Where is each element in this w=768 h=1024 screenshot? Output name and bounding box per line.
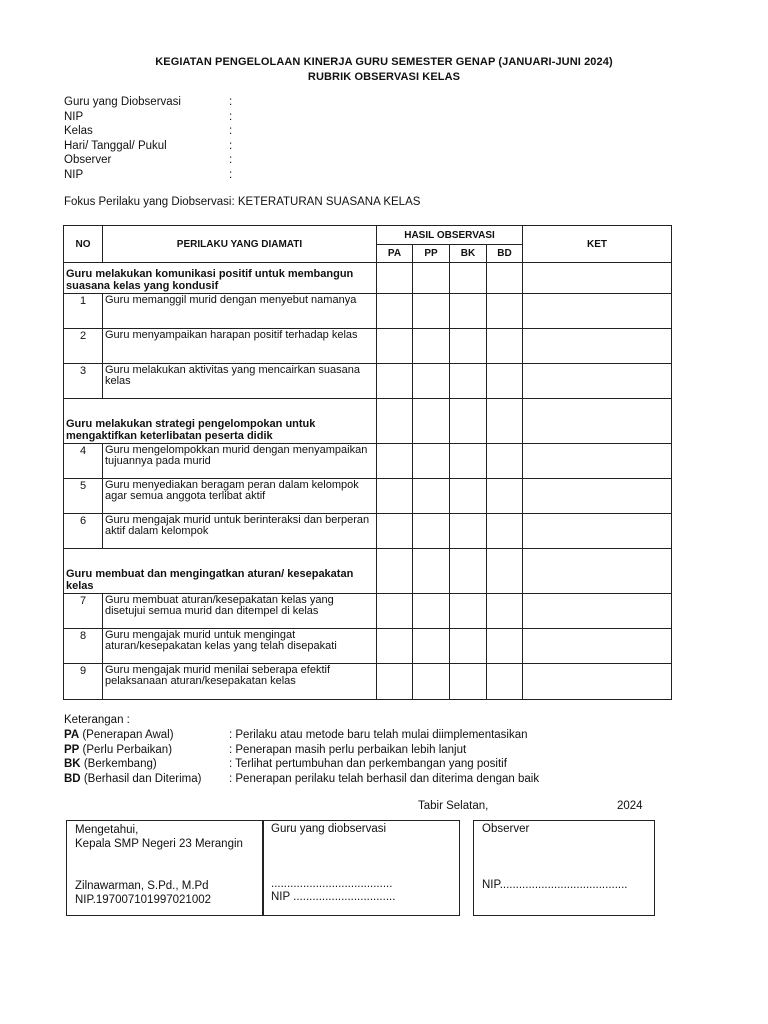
- bd-cell[interactable]: [487, 399, 523, 444]
- identity-label: NIP: [64, 168, 84, 181]
- identity-colon: :: [229, 96, 233, 108]
- identity-colon: :: [229, 139, 233, 152]
- header-bd: BD: [487, 245, 523, 263]
- legend-row: [64, 757, 684, 772]
- section-title: Guru melakukan strategi pengelompokan untuk mengaktifkan keterlibatan peserta didik: [64, 399, 377, 444]
- bd-cell[interactable]: [487, 514, 523, 549]
- bk-cell[interactable]: [450, 263, 487, 294]
- table-row: [64, 364, 672, 399]
- observer-signature-box: [473, 820, 655, 916]
- pp-cell[interactable]: [413, 629, 450, 664]
- identity-row: [64, 139, 364, 154]
- year-text: 2024: [617, 800, 643, 812]
- bd-cell[interactable]: [487, 294, 523, 329]
- table-row: [64, 329, 672, 364]
- place-text: Tabir Selatan,: [418, 800, 489, 812]
- ket-cell[interactable]: [523, 263, 672, 294]
- section-row: [64, 263, 672, 294]
- principal-acknowledge: Mengetahui,: [75, 824, 139, 836]
- pa-cell[interactable]: [377, 399, 413, 444]
- item-behavior: Guru membuat aturan/kesepakatan kelas yang disetujui semua murid dan ditempel di kelas: [103, 594, 377, 629]
- pp-cell[interactable]: [413, 364, 450, 399]
- legend-full: (Berkembang): [83, 758, 157, 771]
- pp-cell[interactable]: [413, 294, 450, 329]
- pa-cell[interactable]: [377, 594, 413, 629]
- ket-cell[interactable]: [523, 514, 672, 549]
- principal-signature-box: [66, 820, 264, 916]
- identity-row: [64, 124, 364, 139]
- item-number: 9: [64, 664, 103, 700]
- pp-cell[interactable]: [413, 479, 450, 514]
- bd-cell[interactable]: [487, 263, 523, 294]
- pa-cell[interactable]: [377, 479, 413, 514]
- table-row: [64, 479, 672, 514]
- pa-cell[interactable]: [377, 364, 413, 399]
- item-number: 2: [64, 329, 103, 364]
- identity-label: Guru yang Diobservasi: [64, 96, 181, 108]
- bk-cell[interactable]: [450, 444, 487, 479]
- legend-row: [64, 743, 684, 758]
- table-row: [64, 664, 672, 700]
- ket-cell[interactable]: [523, 444, 672, 479]
- identity-colon: :: [229, 125, 233, 138]
- item-number: 6: [64, 514, 103, 549]
- bk-cell[interactable]: [450, 514, 487, 549]
- bd-cell[interactable]: [487, 549, 523, 594]
- bd-cell[interactable]: [487, 664, 523, 700]
- ket-cell[interactable]: [523, 664, 672, 700]
- identity-colon: :: [229, 168, 233, 181]
- teacher-signature-box: [262, 820, 460, 916]
- pa-cell[interactable]: [377, 294, 413, 329]
- observer-nip-line[interactable]: NIP........................................: [482, 879, 628, 891]
- item-behavior: Guru mengajak murid untuk berinteraksi dan berperan aktif dalam kelompok: [103, 514, 377, 549]
- pa-cell[interactable]: [377, 329, 413, 364]
- legend-desc: : Terlihat pertumbuhan dan perkembangan yang positif: [229, 758, 507, 771]
- pa-cell[interactable]: [377, 549, 413, 594]
- ket-cell[interactable]: [523, 479, 672, 514]
- item-behavior: Guru mengajak murid menilai seberapa efektif pelaksanaan aturan/kesepakatan kelas: [103, 664, 377, 700]
- bk-cell[interactable]: [450, 294, 487, 329]
- bk-cell[interactable]: [450, 549, 487, 594]
- legend-title: Keterangan :: [64, 714, 130, 726]
- bk-cell[interactable]: [450, 329, 487, 364]
- bk-cell[interactable]: [450, 594, 487, 629]
- principal-name: Zilnawarman, S.Pd., M.Pd: [75, 880, 209, 892]
- bd-cell[interactable]: [487, 364, 523, 399]
- item-number: 5: [64, 479, 103, 514]
- identity-row: [64, 153, 364, 168]
- table-row: [64, 444, 672, 479]
- principal-nip: NIP.197007101997021002: [75, 894, 212, 906]
- header-result: HASIL OBSERVASI: [377, 226, 523, 245]
- ket-cell[interactable]: [523, 329, 672, 364]
- focus-line: Fokus Perilaku yang Diobservasi: KETERATURAN SUASANA KELAS: [64, 196, 421, 208]
- bd-cell[interactable]: [487, 479, 523, 514]
- section-row: [64, 399, 672, 444]
- item-behavior: Guru mengajak murid untuk mengingat aturan/kesepakatan kelas yang telah disepakati: [103, 629, 377, 664]
- table-row: [64, 294, 672, 329]
- table-row: [64, 629, 672, 664]
- ket-cell[interactable]: [523, 364, 672, 399]
- teacher-name-line[interactable]: ......................................: [271, 878, 393, 890]
- pp-cell[interactable]: [413, 594, 450, 629]
- bd-cell[interactable]: [487, 594, 523, 629]
- header-behavior: PERILAKU YANG DIAMATI: [103, 226, 377, 263]
- item-number: 4: [64, 444, 103, 479]
- pa-cell[interactable]: [377, 664, 413, 700]
- identity-row: [64, 95, 364, 110]
- legend-full: (Perlu Perbaikan): [82, 743, 173, 756]
- item-number: 7: [64, 594, 103, 629]
- legend-block: [64, 713, 684, 787]
- item-behavior: Guru melakukan aktivitas yang mencairkan suasana kelas: [103, 364, 377, 399]
- bk-cell[interactable]: [450, 629, 487, 664]
- item-behavior: Guru memanggil murid dengan menyebut namanya: [103, 294, 377, 329]
- bd-cell[interactable]: [487, 444, 523, 479]
- header-ket: KET: [523, 226, 672, 263]
- bk-cell[interactable]: [450, 399, 487, 444]
- bk-cell[interactable]: [450, 664, 487, 700]
- pa-cell[interactable]: [377, 444, 413, 479]
- ket-cell[interactable]: [523, 549, 672, 594]
- document-subtitle: RUBRIK OBSERVASI KELAS: [307, 71, 461, 83]
- identity-row: [64, 110, 364, 125]
- pp-cell[interactable]: [413, 444, 450, 479]
- header-pa: PA: [377, 245, 413, 263]
- bd-cell[interactable]: [487, 329, 523, 364]
- section-title: Guru melakukan komunikasi positif untuk membangun suasana kelas yang kondusif: [64, 263, 377, 294]
- section-row: [64, 549, 672, 594]
- teacher-nip-line[interactable]: NIP ................................: [271, 891, 396, 903]
- identity-label: Kelas: [64, 125, 93, 138]
- principal-title: Kepala SMP Negeri 23 Merangin: [75, 838, 243, 850]
- identity-colon: :: [229, 154, 233, 167]
- legend-desc: : Penerapan perilaku telah berhasil dan diterima dengan baik: [229, 773, 540, 786]
- document-title: KEGIATAN PENGELOLAAN KINERJA GURU SEMESTER GENAP (JANUARI-JUNI 2024): [155, 56, 613, 68]
- item-number: 8: [64, 629, 103, 664]
- teacher-title: Guru yang diobservasi: [271, 823, 387, 835]
- section-title: Guru membuat dan mengingatkan aturan/ kesepakatan kelas: [64, 549, 377, 594]
- observation-table: [63, 225, 672, 700]
- pp-cell[interactable]: [413, 329, 450, 364]
- legend-abbr: PP: [64, 743, 80, 756]
- ket-cell[interactable]: [523, 399, 672, 444]
- pp-cell[interactable]: [413, 664, 450, 700]
- header-pp: PP: [413, 245, 450, 263]
- legend-abbr: PA: [64, 728, 80, 741]
- item-number: 3: [64, 364, 103, 399]
- item-behavior: Guru menyampaikan harapan positif terhadap kelas: [103, 329, 377, 364]
- legend-abbr: BK: [64, 758, 81, 771]
- ket-cell[interactable]: [523, 629, 672, 664]
- identity-block: [64, 95, 364, 183]
- pa-cell[interactable]: [377, 263, 413, 294]
- bd-cell[interactable]: [487, 629, 523, 664]
- legend-desc: : Perilaku atau metode baru telah mulai diimplementasikan: [229, 728, 528, 741]
- legend-full: (Berhasil dan Diterima): [83, 773, 202, 786]
- legend-row: [64, 772, 684, 787]
- bk-cell[interactable]: [450, 479, 487, 514]
- table-row: [64, 594, 672, 629]
- identity-colon: :: [229, 110, 233, 123]
- pa-cell[interactable]: [377, 514, 413, 549]
- pa-cell[interactable]: [377, 629, 413, 664]
- observer-title: Observer: [482, 823, 530, 835]
- table-row: [64, 514, 672, 549]
- header-bk: BK: [450, 245, 487, 263]
- legend-row: [64, 728, 684, 743]
- legend-abbr: BD: [64, 773, 81, 786]
- identity-label: Observer: [64, 154, 112, 167]
- pp-cell[interactable]: [413, 399, 450, 444]
- legend-desc: : Penerapan masih perlu perbaikan lebih lanjut: [229, 743, 467, 756]
- identity-label: NIP: [64, 110, 84, 123]
- identity-label: Hari/ Tanggal/ Pukul: [64, 139, 167, 152]
- ket-cell[interactable]: [523, 294, 672, 329]
- ket-cell[interactable]: [523, 594, 672, 629]
- item-behavior: Guru mengelompokkan murid dengan menyampaikan tujuannya pada murid: [103, 444, 377, 479]
- item-behavior: Guru menyediakan beragam peran dalam kelompok agar semua anggota terlibat aktif: [103, 479, 377, 514]
- pp-cell[interactable]: [413, 263, 450, 294]
- pp-cell[interactable]: [413, 514, 450, 549]
- item-number: 1: [64, 294, 103, 329]
- legend-full: (Penerapan Awal): [82, 728, 174, 741]
- identity-row: [64, 168, 364, 183]
- header-no: NO: [64, 226, 103, 263]
- pp-cell[interactable]: [413, 549, 450, 594]
- bk-cell[interactable]: [450, 364, 487, 399]
